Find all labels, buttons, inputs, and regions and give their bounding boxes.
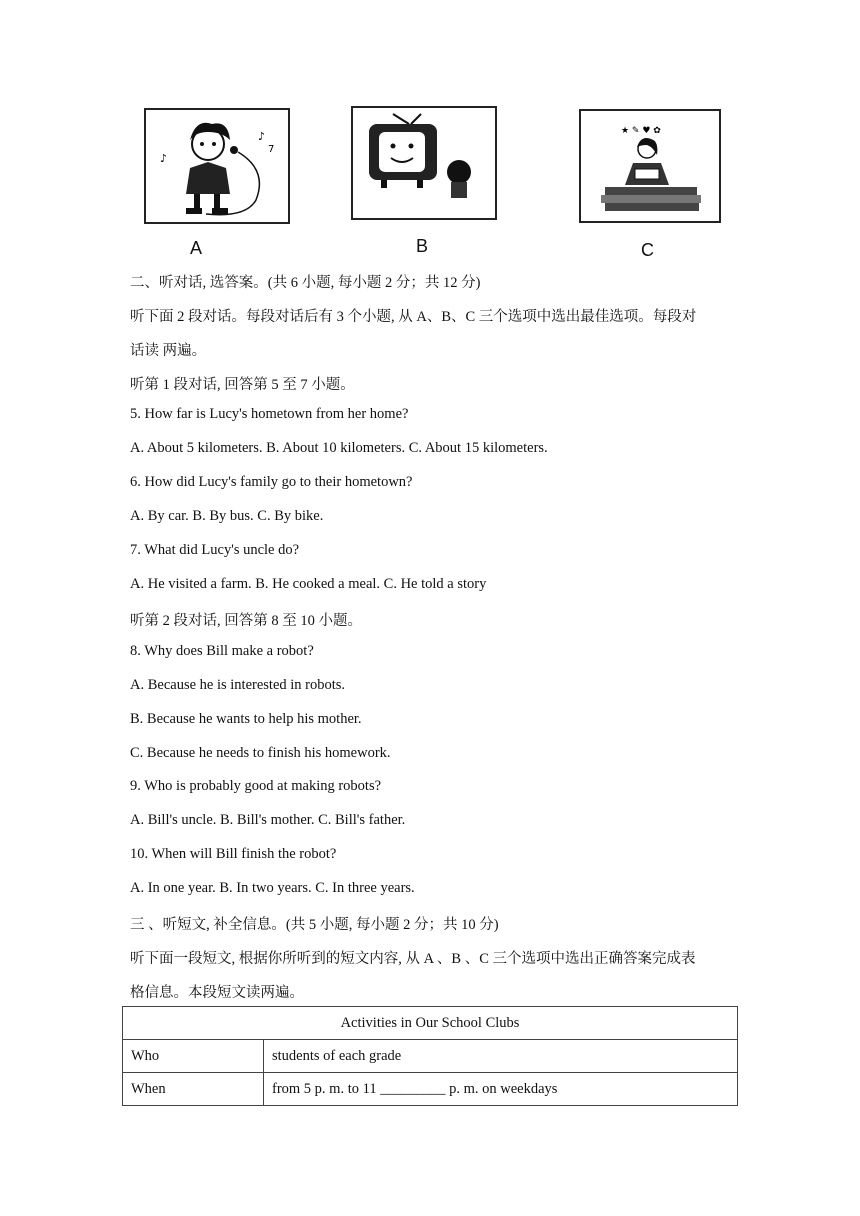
question-8-option-a: A. Because he is interested in robots. xyxy=(130,677,346,693)
question-10-options: A. In one year. B. In two years. C. In three years. xyxy=(130,880,415,896)
table-value-when: from 5 p. m. to 11 _________ p. m. on weekdays xyxy=(264,1073,738,1106)
picture-c-label: C xyxy=(641,240,654,260)
section-3-instruction-cont: 格信息。本段短文读两遍。 xyxy=(130,985,304,1001)
svg-text:★ ✎ ♥ ✿: ★ ✎ ♥ ✿ xyxy=(621,126,661,136)
table-value-who: students of each grade xyxy=(264,1040,738,1073)
section-2-instruction-cont: 话读 两遍。 xyxy=(130,343,207,359)
question-7-options: A. He visited a farm. B. He cooked a meal. C. He told a story xyxy=(130,576,487,592)
picture-a xyxy=(144,108,290,224)
question-7: 7. What did Lucy's uncle do? xyxy=(130,542,300,558)
girl-reading-icon xyxy=(581,111,719,221)
svg-text:7: 7 xyxy=(268,144,275,155)
question-6: 6. How did Lucy's family go to their hometown? xyxy=(130,474,413,490)
dialogue-2-intro: 听第 2 段对话, 回答第 8 至 10 小题。 xyxy=(130,613,362,629)
question-8-option-c: C. Because he needs to finish his homework. xyxy=(130,745,391,761)
picture-c xyxy=(579,109,721,223)
section-3-heading: 三 、听短文, 补全信息。(共 5 小题, 每小题 2 分；共 10 分) xyxy=(130,917,499,933)
dialogue-1-intro: 听第 1 段对话, 回答第 5 至 7 小题。 xyxy=(130,377,355,393)
girl-singing-icon xyxy=(146,110,288,222)
section-2-instruction: 听下面 2 段对话。每段对话后有 3 个小题, 从 A、B、C 三个选项中选出最佳选项。每段对 xyxy=(130,309,697,325)
picture-b xyxy=(351,106,497,220)
svg-text:♪: ♪ xyxy=(258,130,266,143)
question-8-option-b: B. Because he wants to help his mother. xyxy=(130,711,362,727)
table-title-row xyxy=(123,1007,738,1040)
table-row xyxy=(123,1073,738,1106)
info-table xyxy=(122,1006,738,1106)
table-title: Activities in Our School Clubs xyxy=(123,1007,738,1040)
section-2-heading: 二、听对话, 选答案。(共 6 小题, 每小题 2 分；共 12 分) xyxy=(130,275,481,291)
table-key-when: When xyxy=(123,1073,264,1106)
question-5-options: A. About 5 kilometers. B. About 10 kilometers. C. About 15 kilometers. xyxy=(130,440,548,456)
table-key-who: Who xyxy=(123,1040,264,1073)
table-row xyxy=(123,1040,738,1073)
picture-b-label: B xyxy=(416,236,429,256)
question-5: 5. How far is Lucy's hometown from her home? xyxy=(130,406,409,422)
question-8: 8. Why does Bill make a robot? xyxy=(130,643,314,659)
svg-text:♪: ♪ xyxy=(160,152,168,165)
tv-watching-icon xyxy=(353,108,495,218)
section-3-instruction: 听下面一段短文, 根据你所听到的短文内容, 从 A 、B 、C 三个选项中选出正确答案完成表 xyxy=(130,951,696,967)
picture-a-label: A xyxy=(190,238,203,258)
question-9: 9. Who is probably good at making robots? xyxy=(130,778,382,794)
question-6-options: A. By car. B. By bus. C. By bike. xyxy=(130,508,324,524)
question-10: 10. When will Bill finish the robot? xyxy=(130,846,337,862)
question-9-options: A. Bill's uncle. B. Bill's mother. C. Bill's father. xyxy=(130,812,406,828)
